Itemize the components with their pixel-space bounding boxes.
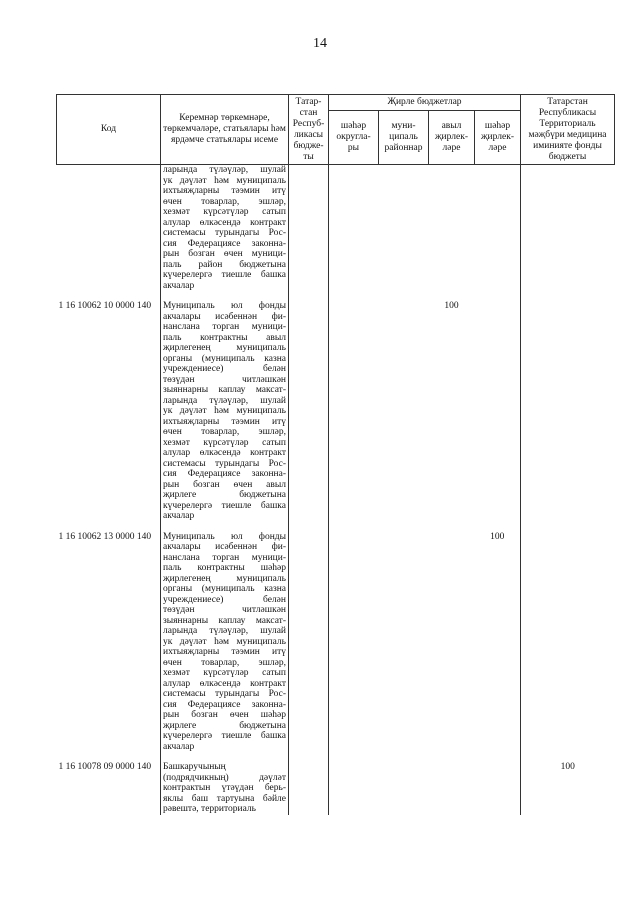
row-name-line: күчерелергә тиешле башка: [163, 500, 286, 511]
table-row: [57, 165, 615, 302]
row-value-city-districts: [329, 532, 379, 763]
row-value-tfoms: 100: [560, 762, 575, 772]
row-name-line: нанслана торган муници-: [163, 322, 286, 332]
row-name-line: ихтыяҗларны тәэмин итү: [163, 647, 286, 657]
row-name-line: хезмәт күрсәтүләр сатып: [163, 668, 286, 678]
row-name-line: сия Федерациясе законна-: [163, 238, 286, 249]
row-value-republic: [289, 301, 329, 532]
row-name-line: паль район бюджетына: [163, 259, 286, 270]
header-municipal-districts: муни-ципаль районнар: [379, 110, 429, 164]
row-value-municipal-districts: [379, 301, 429, 532]
row-name-line: алулар өлкәсендә контракт: [163, 448, 286, 458]
row-value-city-districts: [329, 165, 379, 302]
row-name-line: зыяннарны каплау максат-: [163, 385, 286, 395]
row-name-line: акчалары исәбеннән фи-: [163, 311, 286, 322]
row-name-line: системасы турындагы Рос-: [163, 458, 286, 469]
row-value-city-districts: [329, 301, 379, 532]
row-name-line: хезмәт күрсәтүләр сатып: [163, 207, 286, 217]
row-name-line: учреждениесе) белән: [163, 364, 286, 374]
row-name-line: нанслана торган муници-: [163, 552, 286, 563]
row-name-line: күчерелергә тиешле башка: [163, 270, 286, 280]
row-value-rural-settlements: [429, 762, 475, 815]
row-name-line: ихтыяҗларны тәэмин итү: [163, 186, 286, 196]
row-name-line: ук дәүләт һәм муниципаль: [163, 636, 286, 647]
row-name-line: ларында түләүләр, шулай: [163, 626, 286, 636]
row-value-urban-settlements: [475, 301, 521, 532]
header-urban-settlements: шәһәр җирлек-ләре: [475, 110, 521, 164]
header-local-budgets: Җирле бюджетлар: [329, 95, 521, 111]
row-name-line: сия Федерациясе законна-: [163, 469, 286, 479]
header-name: Керемнәр төркемнәре, төркемчәләре, статьялары һәм ярдәмче статьялары исеме: [161, 95, 289, 165]
row-name-line: системасы турындагы Рос-: [163, 689, 286, 699]
row-name: [161, 165, 289, 302]
table-row: [57, 301, 615, 532]
row-name: [161, 532, 289, 763]
row-value-urban-settlements: [475, 165, 521, 302]
revenue-table: [56, 94, 615, 815]
row-name-line: системасы турындагы Рос-: [163, 228, 286, 238]
header-tfoms-budget: Татарстан Республикасы Территориаль мәҗбүри медицина иминияте фонды бюджеты: [521, 95, 615, 165]
row-value-urban-settlements: [475, 762, 521, 815]
row-name-line: төзүдән читләшкән: [163, 605, 286, 615]
row-name-line: ук дәүләт һәм муниципаль: [163, 406, 286, 416]
row-name-line: өчен товарлар, эшләр,: [163, 427, 286, 437]
row-name: [161, 762, 289, 815]
row-name-line: (подрядчикның) дәүләт: [163, 772, 286, 783]
row-name-line: рын бозган өчен авыл: [163, 479, 286, 490]
row-value-rural-settlements: [429, 165, 475, 302]
row-name-line: җирлегенең муниципаль: [163, 573, 286, 584]
row-code: 1 16 10062 10 0000 140: [58, 301, 152, 311]
page-number: 14: [313, 36, 327, 51]
row-name-line: Муниципаль юл фонды: [163, 301, 286, 311]
row-name-line: өчен товарлар, эшләр,: [163, 196, 286, 207]
row-name-line: зыяннарны каплау максат-: [163, 615, 286, 626]
row-name-line: алулар өлкәсендә контракт: [163, 217, 286, 228]
row-name-line: учреждениесе) белән: [163, 594, 286, 605]
row-code: [57, 165, 161, 302]
row-name-line: паль контрактны авыл: [163, 332, 286, 343]
row-value-republic: [289, 762, 329, 815]
row-code: 1 16 10062 13 0000 140: [58, 531, 152, 542]
row-name-line: органы (муниципаль казна: [163, 353, 286, 364]
header-rural-settlements: авыл җирлек-ләре: [429, 110, 475, 164]
row-name-line: җирлеге бюджетына: [163, 720, 286, 731]
row-name-line: яклы баш тартуына бәйле: [163, 793, 286, 804]
row-name-line: рәвештә, территориаль: [163, 804, 256, 814]
row-name-line: рын бозган өчен шәһәр: [163, 710, 286, 720]
row-value-municipal-districts: [379, 165, 429, 302]
row-name-line: Муниципаль юл фонды: [163, 531, 286, 542]
table-row: [57, 532, 615, 763]
row-name: [161, 301, 289, 532]
row-value-urban-settlements: 100: [475, 532, 521, 763]
row-name-line: җирлеге бюджетына: [163, 490, 286, 500]
row-name-line: паль контрактны шәһәр: [163, 563, 286, 573]
row-name-line: органы (муниципаль казна: [163, 584, 286, 594]
row-name-line: акчалар: [163, 280, 195, 291]
row-name-line: җирлегенең муниципаль: [163, 343, 286, 353]
row-name-line: өчен товарлар, эшләр,: [163, 657, 286, 668]
row-value-republic: [289, 532, 329, 763]
row-value-rural-settlements: [429, 532, 475, 763]
row-name-line: Башкаручының: [163, 762, 226, 772]
table-row: [57, 762, 615, 815]
header-code: Код: [57, 95, 161, 165]
row-name-line: ларында түләүләр, шулай: [163, 165, 286, 175]
row-name-line: рын бозган өчен муници-: [163, 249, 286, 259]
row-value-municipal-districts: [379, 762, 429, 815]
header-republic-budget: Татар-стан Респуб-ликасы бюдже-ты: [289, 95, 329, 165]
row-name-line: ук дәүләт һәм муниципаль: [163, 175, 286, 186]
header-city-districts: шәһәр округла-ры: [329, 110, 379, 164]
table-header-row: [57, 95, 615, 111]
row-value-republic: [289, 165, 329, 302]
row-name-line: акчалары исәбеннән фи-: [163, 542, 286, 552]
row-name-line: контрактын үтәүдән берь-: [163, 783, 286, 793]
row-name-line: төзүдән читләшкән: [163, 374, 286, 385]
row-value-city-districts: [329, 762, 379, 815]
row-value-tfoms: [521, 301, 615, 532]
row-value-tfoms: [521, 165, 615, 302]
row-value-tfoms: [521, 532, 615, 763]
row-name-line: хезмәт күрсәтүләр сатып: [163, 437, 286, 448]
row-code: 1 16 10078 09 0000 140: [58, 762, 152, 772]
row-name-line: сия Федерациясе законна-: [163, 699, 286, 710]
row-name-line: ларында түләүләр, шулай: [163, 395, 286, 406]
row-name-line: алулар өлкәсендә контракт: [163, 678, 286, 689]
row-name-line: акчалар: [163, 741, 195, 752]
row-name-line: акчалар: [163, 511, 195, 521]
row-value-municipal-districts: [379, 532, 429, 763]
row-name-line: ихтыяҗларны тәэмин итү: [163, 416, 286, 427]
table-body: [57, 165, 615, 815]
row-value-rural-settlements: 100: [444, 301, 459, 311]
row-name-line: күчерелергә тиешле башка: [163, 731, 286, 741]
